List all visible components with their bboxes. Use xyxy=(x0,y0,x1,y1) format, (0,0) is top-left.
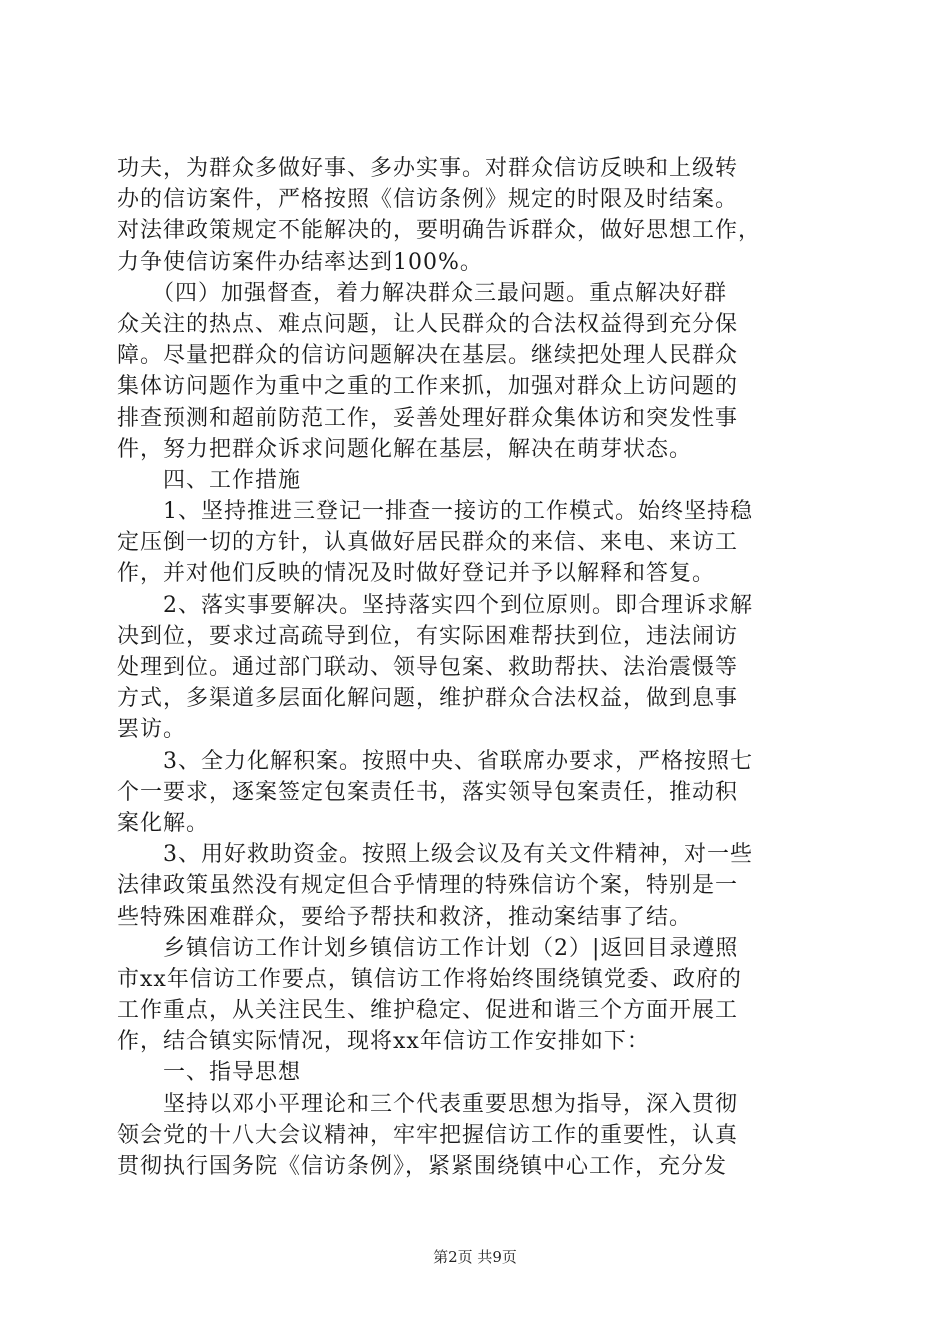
text-line: 作，结合镇实际情况，现将xx年信访工作安排如下： xyxy=(117,1029,650,1055)
text-line: 案化解。 xyxy=(117,810,210,836)
text-line: 3、全力化解积案。按照中央、省联席办要求，严格按照七 xyxy=(117,748,753,774)
text-line: 对法律政策规定不能解决的，要明确告诉群众，做好思想工作， xyxy=(117,218,762,244)
text-line: 力争使信访案件办结率达到100%。 xyxy=(117,249,483,275)
text-line: 些特殊困难群众，要给予帮扶和救济，推动案结事了结。 xyxy=(117,904,693,930)
text-line: 作，并对他们反映的情况及时做好登记并予以解释和答复。 xyxy=(117,561,716,587)
text-line: 3、用好救助资金。按照上级会议及有关文件精神，对一些 xyxy=(117,842,753,868)
text-line: 功夫，为群众多做好事、多办实事。对群众信访反映和上级转 xyxy=(117,156,739,181)
text-line: 众关注的热点、难点问题，让人民群众的合法权益得到充分保 xyxy=(117,311,739,337)
text-line: 处理到位。通过部门联动、领导包案、救助帮扶、法治震慑等 xyxy=(117,655,739,680)
text-line: 贯彻执行国务院《信访条例》，紧紧围绕镇中心工作，充分发 xyxy=(117,1154,728,1179)
text-line: 决到位，要求过高疏导到位，有实际困难帮扶到位，违法闹访 xyxy=(117,623,739,649)
text-line: 市xx年信访工作要点，镇信访工作将始终围绕镇党委、政府的 xyxy=(117,966,742,992)
text-line: 定压倒一切的方针，认真做好居民群众的来信、来电、来访工 xyxy=(117,530,739,556)
text-line: 罢访。 xyxy=(117,717,187,743)
text-line: （四）加强督查，着力解决群众三最问题。重点解决好群 xyxy=(117,280,728,306)
text-line: 坚持以邓小平理论和三个代表重要思想为指导，深入贯彻 xyxy=(117,1091,739,1117)
text-line: 乡镇信访工作计划乡镇信访工作计划（2）|返回目录遵照 xyxy=(117,935,739,961)
text-line: 1、坚持推进三登记一排查一接访的工作模式。始终坚持稳 xyxy=(117,499,753,525)
text-line: 个一要求，逐案签定包案责任书，落实领导包案责任，推动积 xyxy=(117,779,739,805)
section-heading: 四、工作措施 xyxy=(117,467,302,493)
text-line: 方式，多渠道多层面化解问题，维护群众合法权益，做到息事 xyxy=(117,686,739,712)
text-line: 件，努力把群众诉求问题化解在基层，解决在萌芽状态。 xyxy=(117,436,693,462)
text-line: 2、落实事要解决。坚持落实四个到位原则。即合理诉求解 xyxy=(117,592,753,618)
text-line: 工作重点，从关注民生、维护稳定、促进和谐三个方面开展工 xyxy=(117,998,739,1024)
text-line: 办的信访案件，严格按照《信访条例》规定的时限及时结案。 xyxy=(117,187,739,213)
text-line: 排查预测和超前防范工作，妥善处理好群众集体访和突发性事 xyxy=(117,405,739,431)
text-line: 法律政策虽然没有规定但合乎情理的特殊信访个案，特别是一 xyxy=(117,873,739,899)
text-line: 集体访问题作为重中之重的工作来抓，加强对群众上访问题的 xyxy=(117,374,739,400)
text-line: 领会党的十八大会议精神，牢牢把握信访工作的重要性，认真 xyxy=(117,1122,739,1148)
section-heading: 一、指导思想 xyxy=(117,1060,302,1086)
document-body xyxy=(117,153,837,1182)
page-number-footer: 第2页 共9页 xyxy=(433,1248,517,1266)
text-line: 障。尽量把群众的信访问题解决在基层。继续把处理人民群众 xyxy=(117,343,739,369)
